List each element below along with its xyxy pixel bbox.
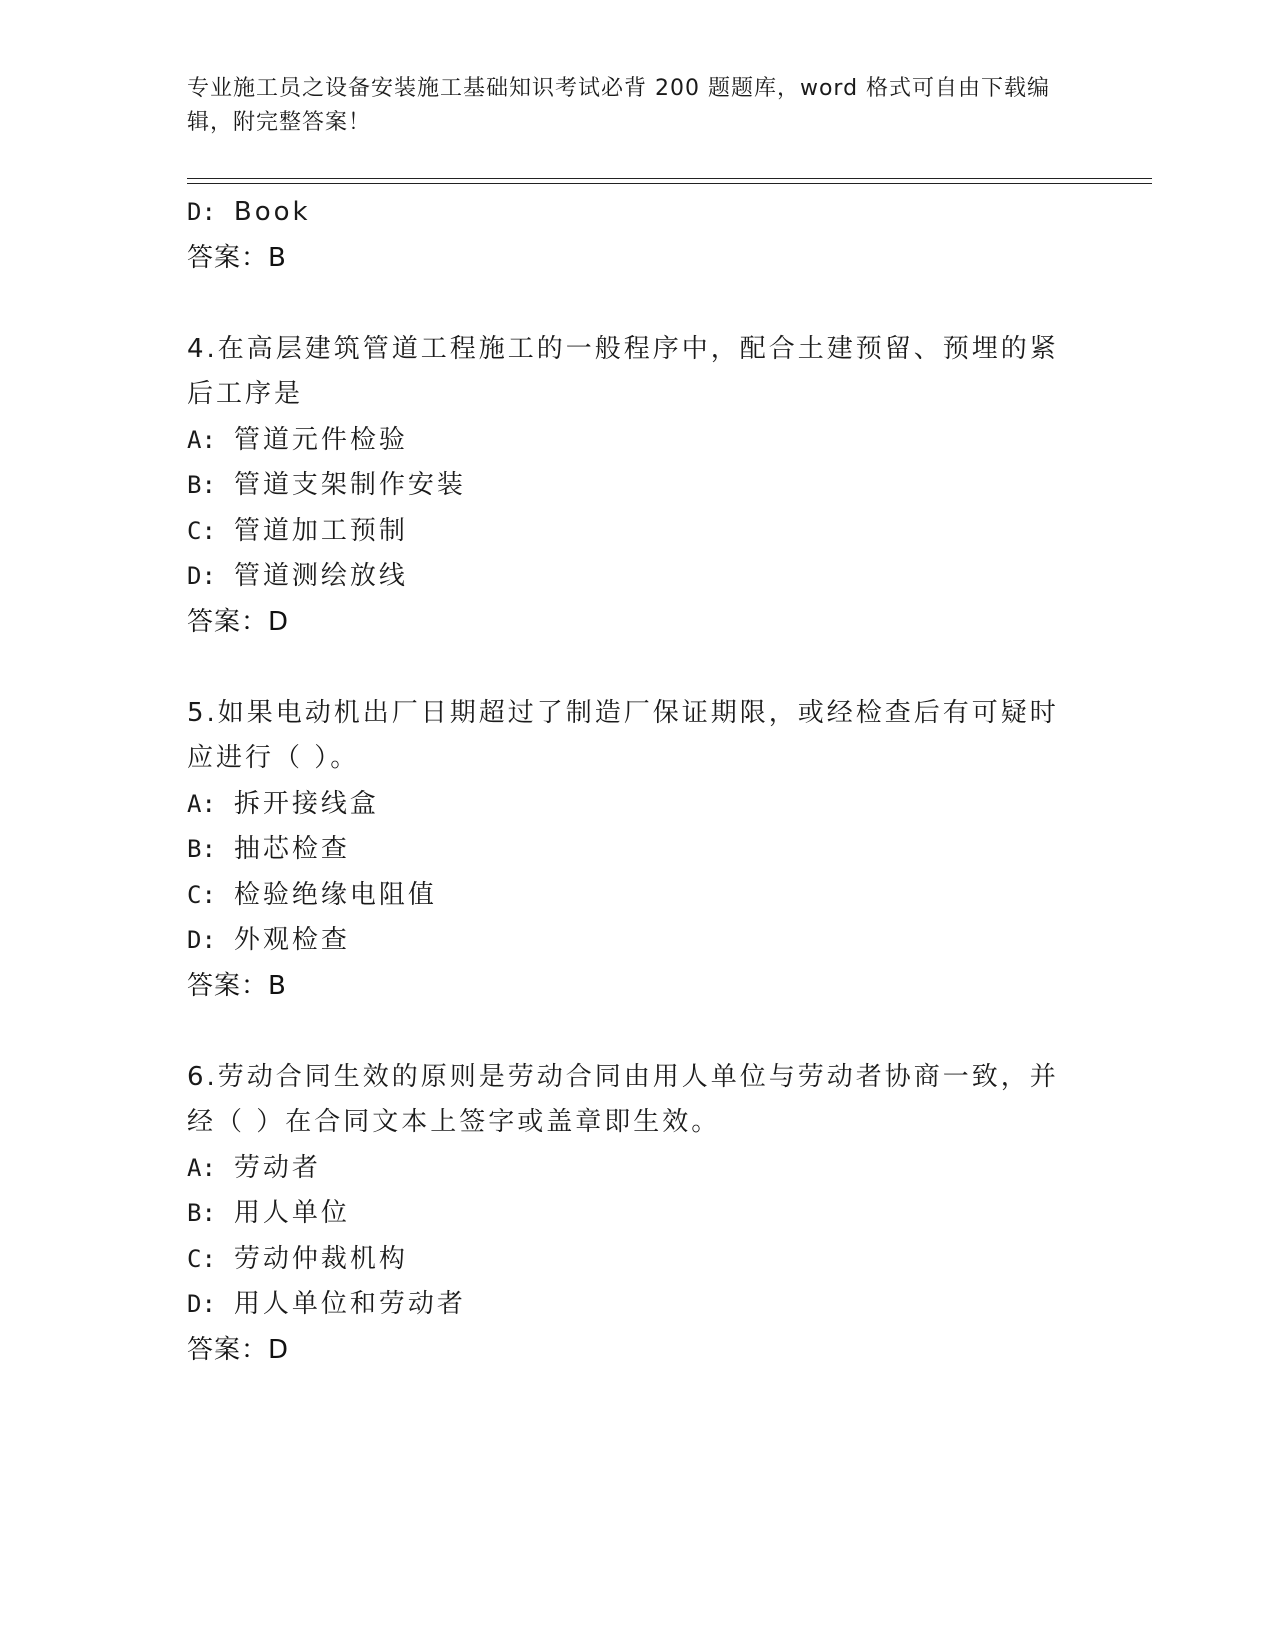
answer-line — [187, 964, 1087, 1010]
option-text: 抽芯检查 — [233, 834, 350, 864]
answer-value: D — [268, 1334, 290, 1365]
option-letter: D: — [187, 562, 216, 590]
header-title: 专业施工员之设备安装施工基础知识考试必背 200 题题库，word 格式可自由下载编辑，附完整答案！ — [187, 76, 1051, 135]
question-spacer — [187, 1009, 1087, 1055]
option-letter: B: — [187, 835, 216, 863]
answer-label: 答案： — [187, 242, 269, 273]
option-a — [187, 1146, 1087, 1192]
option-letter: B: — [187, 471, 216, 499]
answer-value: B — [268, 970, 287, 1001]
answer-label: 答案： — [187, 970, 269, 1001]
question-stem: 5.如果电动机出厂日期超过了制造厂保证期限，或经检查后有可疑时应进行（ ）。 — [187, 697, 1059, 773]
option-text: 管道支架制作安装 — [233, 470, 466, 500]
option-letter: A: — [187, 1153, 216, 1182]
option-c — [187, 509, 1087, 555]
option-text: 劳动仲裁机构 — [233, 1243, 408, 1274]
answer-line — [187, 600, 1087, 646]
option-letter: D: — [187, 926, 216, 954]
option-b — [187, 463, 1087, 509]
option-text: 管道加工预制 — [233, 515, 408, 546]
option-c — [187, 1237, 1087, 1283]
question-spacer — [187, 645, 1087, 691]
option-letter: A: — [187, 789, 216, 818]
answer-label: 答案： — [187, 1334, 269, 1365]
page-header — [187, 72, 1087, 140]
question-content — [187, 190, 1087, 1373]
header-divider-bottom — [187, 183, 1152, 184]
option-d — [187, 1282, 1087, 1328]
option-d — [187, 918, 1087, 964]
answer-value: B — [268, 242, 287, 273]
option-d — [187, 554, 1087, 600]
answer-value: D — [268, 606, 290, 637]
option-letter: B: — [187, 1199, 216, 1227]
option-text: 管道测绘放线 — [233, 561, 408, 591]
option-b — [187, 827, 1087, 873]
question-stem: 6.劳动合同生效的原则是劳动合同由用人单位与劳动者协商一致，并经（ ）在合同文本上签字或盖章即生效。 — [187, 1061, 1059, 1137]
option-letter: C: — [187, 516, 216, 545]
option-text: 劳动者 — [233, 1152, 321, 1183]
question-stem: 4.在高层建筑管道工程施工的一般程序中，配合土建预留、预埋的紧后工序是 — [187, 333, 1059, 409]
option-letter: C: — [187, 1244, 216, 1273]
option-d — [187, 190, 1087, 236]
option-a — [187, 782, 1087, 828]
option-letter: C: — [187, 880, 216, 909]
option-text: 用人单位 — [233, 1198, 350, 1228]
option-letter: A: — [187, 425, 216, 454]
option-text: 检验绝缘电阻值 — [233, 879, 437, 910]
answer-line — [187, 1328, 1087, 1374]
question-spacer — [187, 281, 1087, 327]
option-a — [187, 418, 1087, 464]
answer-line — [187, 236, 1087, 282]
answer-label: 答案： — [187, 606, 269, 637]
option-text: 拆开接线盒 — [233, 788, 379, 819]
option-letter: D: — [187, 1290, 216, 1318]
option-b — [187, 1191, 1087, 1237]
header-divider-top — [187, 178, 1152, 179]
option-text: Book — [233, 197, 311, 227]
option-letter: D: — [187, 198, 216, 226]
option-text: 外观检查 — [233, 925, 350, 955]
option-c — [187, 873, 1087, 919]
option-text: 用人单位和劳动者 — [233, 1289, 466, 1319]
option-text: 管道元件检验 — [233, 424, 408, 455]
